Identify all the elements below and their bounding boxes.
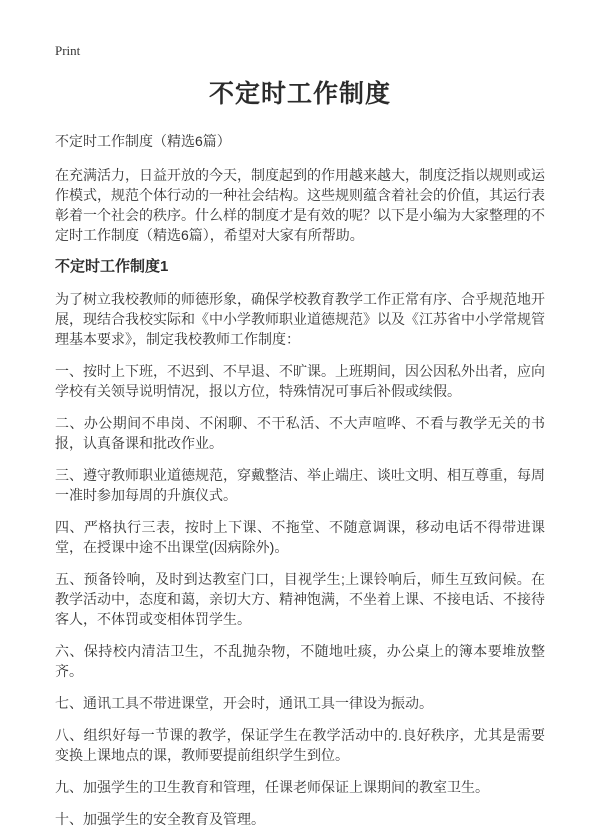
rules-list (55, 361, 545, 828)
list-item: 七、通讯工具不带进课堂，开会时，通讯工具一律设为振动。 (55, 695, 433, 711)
document-subtitle: 不定时工作制度（精选6篇） (55, 133, 231, 149)
list-item: 二、办公期间不串岗、不闲聊、不干私活、不大声喧哗、不看与教学无关的书报，认真备课和批改作业。 (55, 415, 545, 451)
section-heading: 不定时工作制度1 (55, 258, 169, 275)
list-item: 一、按时上下班，不迟到、不早退、不旷课。上班期间，因公因私外出者，应向学校有关领导说明情况，报以方位，特殊情况可事后补假或续假。 (55, 363, 545, 399)
list-item: 八、组织好每一节课的教学，保证学生在教学活动中的.良好秩序，尤其是需要变换上课地点的课，教师要提前组织学生到位。 (55, 727, 545, 763)
page-title: 不定时工作制度 (208, 80, 391, 108)
list-item: 三、遵守教师职业道德规范，穿戴整洁、举止端庄、谈吐文明、相互尊重，每周一准时参加每周的升旗仪式。 (55, 467, 545, 503)
list-item: 六、保持校内清洁卫生，不乱抛杂物，不随地吐痰，办公桌上的簿本要堆放整齐。 (55, 643, 545, 679)
section-lead-paragraph: 为了树立我校教师的师德形象，确保学校教育教学工作正常有序、合乎规范地开展，现结合我校实际和《中小学教师职业道德规范》以及《江苏省中小学常规管理基本要求》，制定我校教师工作制度： (55, 291, 545, 347)
print-button[interactable]: Print (55, 43, 81, 58)
list-item: 九、加强学生的卫生教育和管理，任课老师保证上课期间的教室卫生。 (55, 779, 489, 795)
intro-paragraph: 在充满活力，日益开放的今天，制度起到的作用越来越大，制度泛指以规则或运作模式，规范个体行动的一种社会结构。这些规则蕴含着社会的价值，其运行表彰着一个社会的秩序。什么样的制度才是有效的呢？以下是小编为大家整理的不定时工作制度（精选6篇），希望对大家有所帮助。 (55, 167, 545, 243)
list-item: 五、预备铃响，及时到达教室门口，目视学生;上课铃响后，师生互致问候。在教学活动中，态度和蔼，亲切大方、精神饱满，不坐着上课、不接电话、不接待客人，不体罚或变相体罚学生。 (55, 571, 545, 627)
list-item: 十、加强学生的安全教育及管理。 (55, 811, 265, 827)
list-item: 四、严格执行三表，按时上下课、不拖堂、不随意调课，移动电话不得带进课堂，在授课中途不出课堂(因病除外)。 (55, 519, 545, 555)
